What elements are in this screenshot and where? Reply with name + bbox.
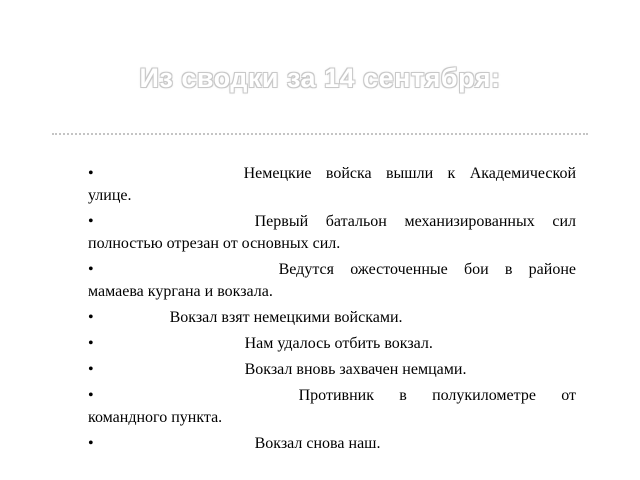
title-divider: [52, 133, 588, 135]
bullet-marker: •: [88, 335, 94, 352]
bullet-marker: •: [88, 361, 94, 378]
list-item: [88, 333, 576, 355]
list-item-text: Противник в полукилометре от командного пункта.: [88, 387, 576, 426]
list-item: [88, 433, 576, 455]
list-item-text: Вокзал вновь захвачен немцами.: [244, 361, 467, 378]
list-item-text: Вокзал снова наш.: [254, 435, 381, 452]
bullet-marker: •: [88, 435, 94, 452]
list-item: [88, 163, 576, 207]
list-item: [88, 385, 576, 429]
slide-title: Из сводки за 14 сентября:: [139, 63, 501, 93]
bullet-marker: •: [88, 165, 94, 182]
bullet-marker: •: [88, 387, 94, 404]
list-item: [88, 259, 576, 303]
list-item-text: Первый батальон механизированных сил полностью отрезан от основных сил.: [88, 213, 576, 252]
bullet-marker: •: [88, 309, 94, 326]
list-item-text: Вокзал взят немецкими войсками.: [169, 309, 403, 326]
list-item-text: Ведутся ожесточенные бои в районе мамаева кургана и вокзала.: [88, 261, 576, 300]
list-item-text: Нам удалось отбить вокзал.: [244, 335, 433, 352]
list-item: [88, 211, 576, 255]
list-item: [88, 307, 576, 329]
bullet-list: [88, 163, 576, 459]
bullet-marker: •: [88, 213, 94, 230]
bullet-marker: •: [88, 261, 94, 278]
list-item-text: Немецкие войска вышли к Академической улице.: [88, 165, 576, 204]
list-item: [88, 359, 576, 381]
